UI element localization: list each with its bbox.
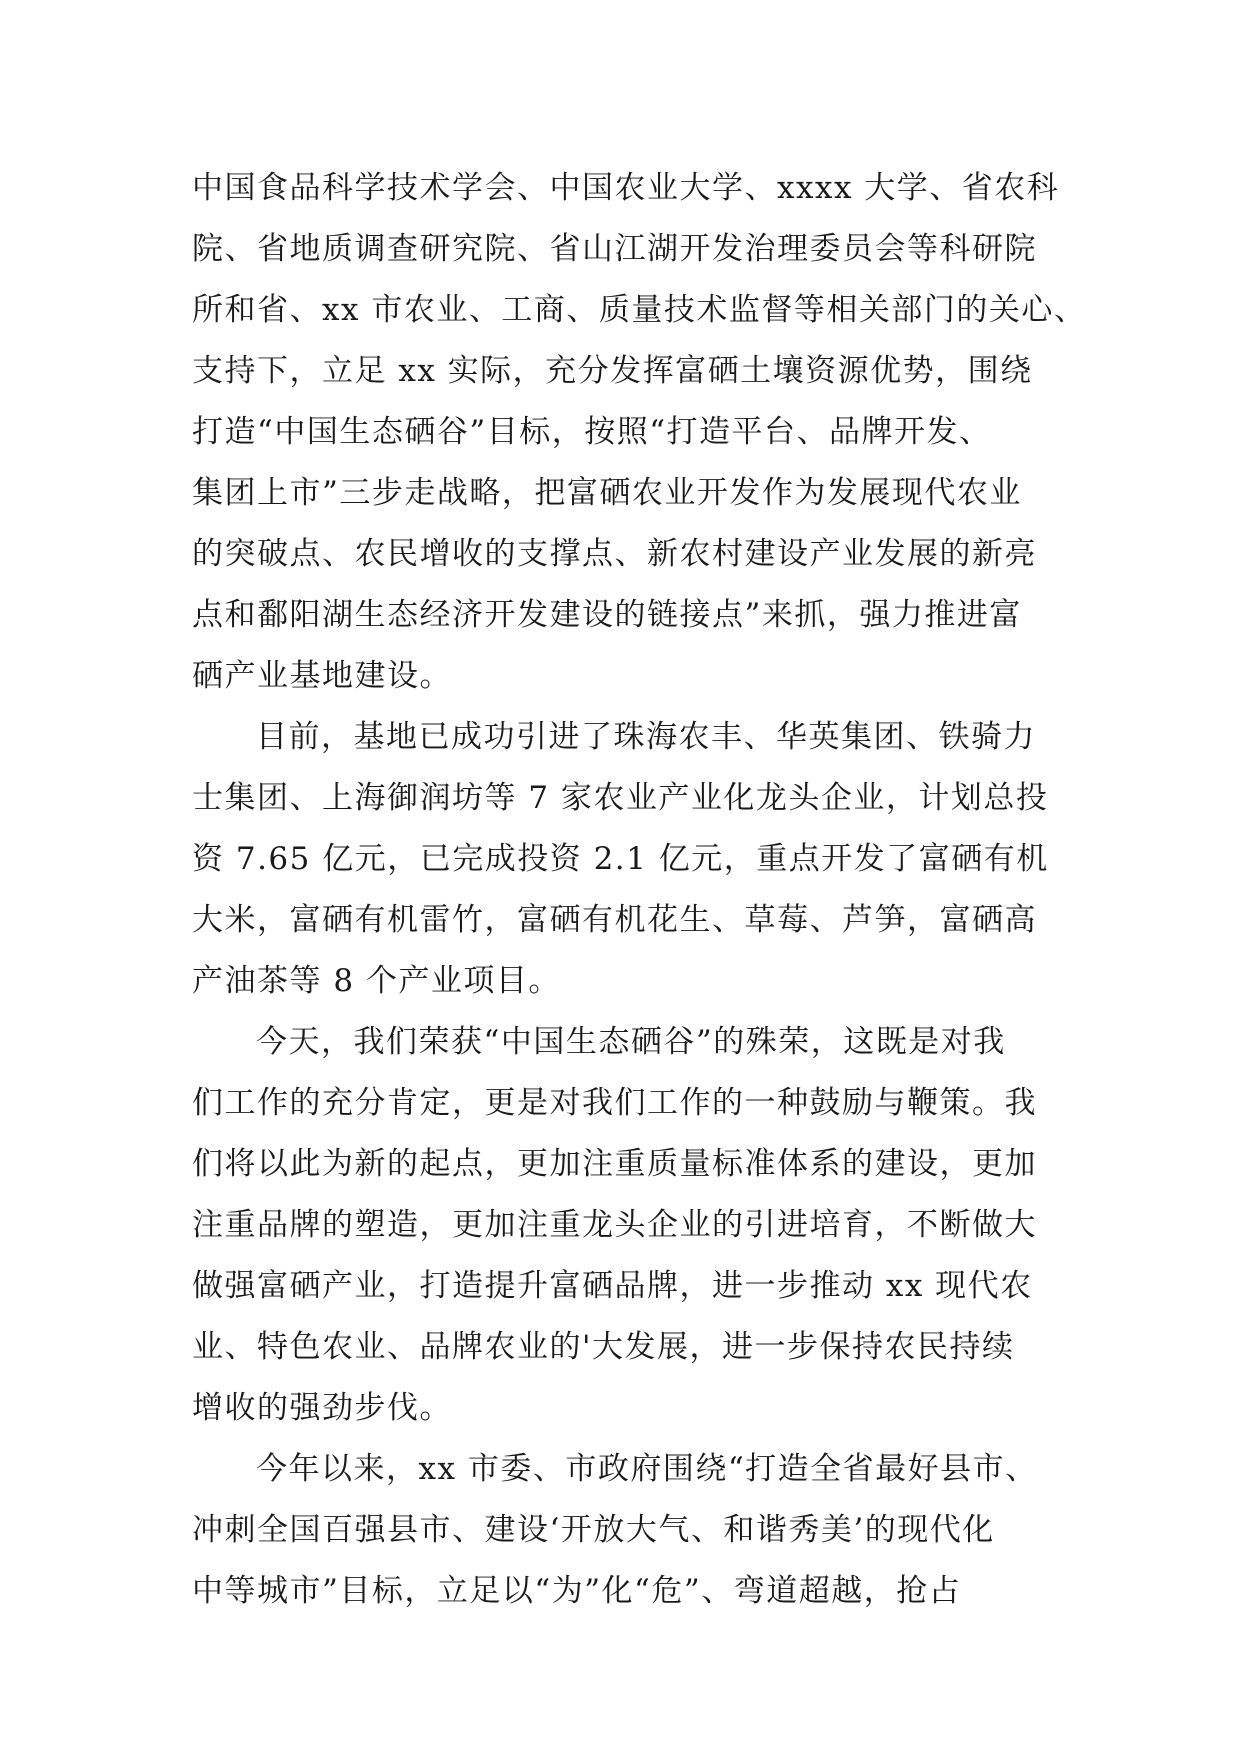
text-line: 们工作的充分肯定，更是对我们工作的一种鼓励与鞭策。我 — [192, 1085, 1037, 1121]
text-line: 大米，富硒有机雷竹，富硒有机花生、草莓、芦笋，富硒高 — [192, 902, 1037, 938]
text-line: 增收的强劲步伐。 — [192, 1390, 452, 1426]
text-line: 今天，我们荣获“中国生态硒谷”的殊荣，这既是对我 — [256, 1024, 1006, 1060]
text-line: 院、省地质调查研究院、省山江湖开发治理委员会等科研院 — [192, 231, 1037, 267]
text-line: 硒产业基地建设。 — [192, 658, 452, 694]
text-line: 士集团、上海御润坊等 7 家农业产业化龙头企业，计划总投 — [192, 780, 1049, 816]
paragraph-3 — [192, 1012, 1092, 1439]
text-line: 资 7.65 亿元，已完成投资 2.1 亿元，重点开发了富硒有机 — [192, 841, 1049, 877]
paragraph-4 — [192, 1439, 1092, 1622]
text-line: 中国食品科学技术学会、中国农业大学、xxxx 大学、省农科 — [192, 170, 1060, 206]
paragraph-2 — [192, 707, 1092, 1012]
text-line: 今年以来，xx 市委、市政府围绕“打造全省最好县市、 — [256, 1451, 1038, 1487]
body-text — [192, 158, 1092, 1622]
text-line: 业、特色农业、品牌农业的'大发展，进一步保持农民持续 — [192, 1329, 1015, 1365]
paragraph-1 — [192, 158, 1092, 707]
text-line: 点和鄱阳湖生态经济开发建设的链接点”来抓，强力推进富 — [192, 597, 1022, 633]
text-line: 注重品牌的塑造，更加注重龙头企业的引进培育，不断做大 — [192, 1207, 1037, 1243]
text-line: 产油茶等 8 个产业项目。 — [192, 963, 561, 999]
text-line: 支持下，立足 xx 实际，充分发挥富硒土壤资源优势，围绕 — [192, 353, 1033, 389]
text-line: 所和省、xx 市农业、工商、质量技术监督等相关部门的关心、 — [192, 292, 1087, 328]
text-line: 中等城市”目标，立足以“为”化“危”、弯道超越，抢占 — [192, 1573, 962, 1609]
text-line: 目前，基地已成功引进了珠海农丰、华英集团、铁骑力 — [256, 719, 1036, 755]
text-line: 的突破点、农民增收的支撑点、新农村建设产业发展的新亮 — [192, 536, 1037, 572]
text-line: 冲刺全国百强县市、建设‘开放大气、和谐秀美’的现代化 — [192, 1512, 995, 1548]
text-line: 集团上市”三步走战略，把富硒农业开发作为发展现代农业 — [192, 475, 1022, 511]
text-line: 做强富硒产业，打造提升富硒品牌，进一步推动 xx 现代农 — [192, 1268, 1033, 1304]
text-line: 打造“中国生态硒谷”目标，按照“打造平台、品牌开发、 — [192, 414, 992, 450]
text-line: 们将以此为新的起点，更加注重质量标准体系的建设，更加 — [192, 1146, 1037, 1182]
